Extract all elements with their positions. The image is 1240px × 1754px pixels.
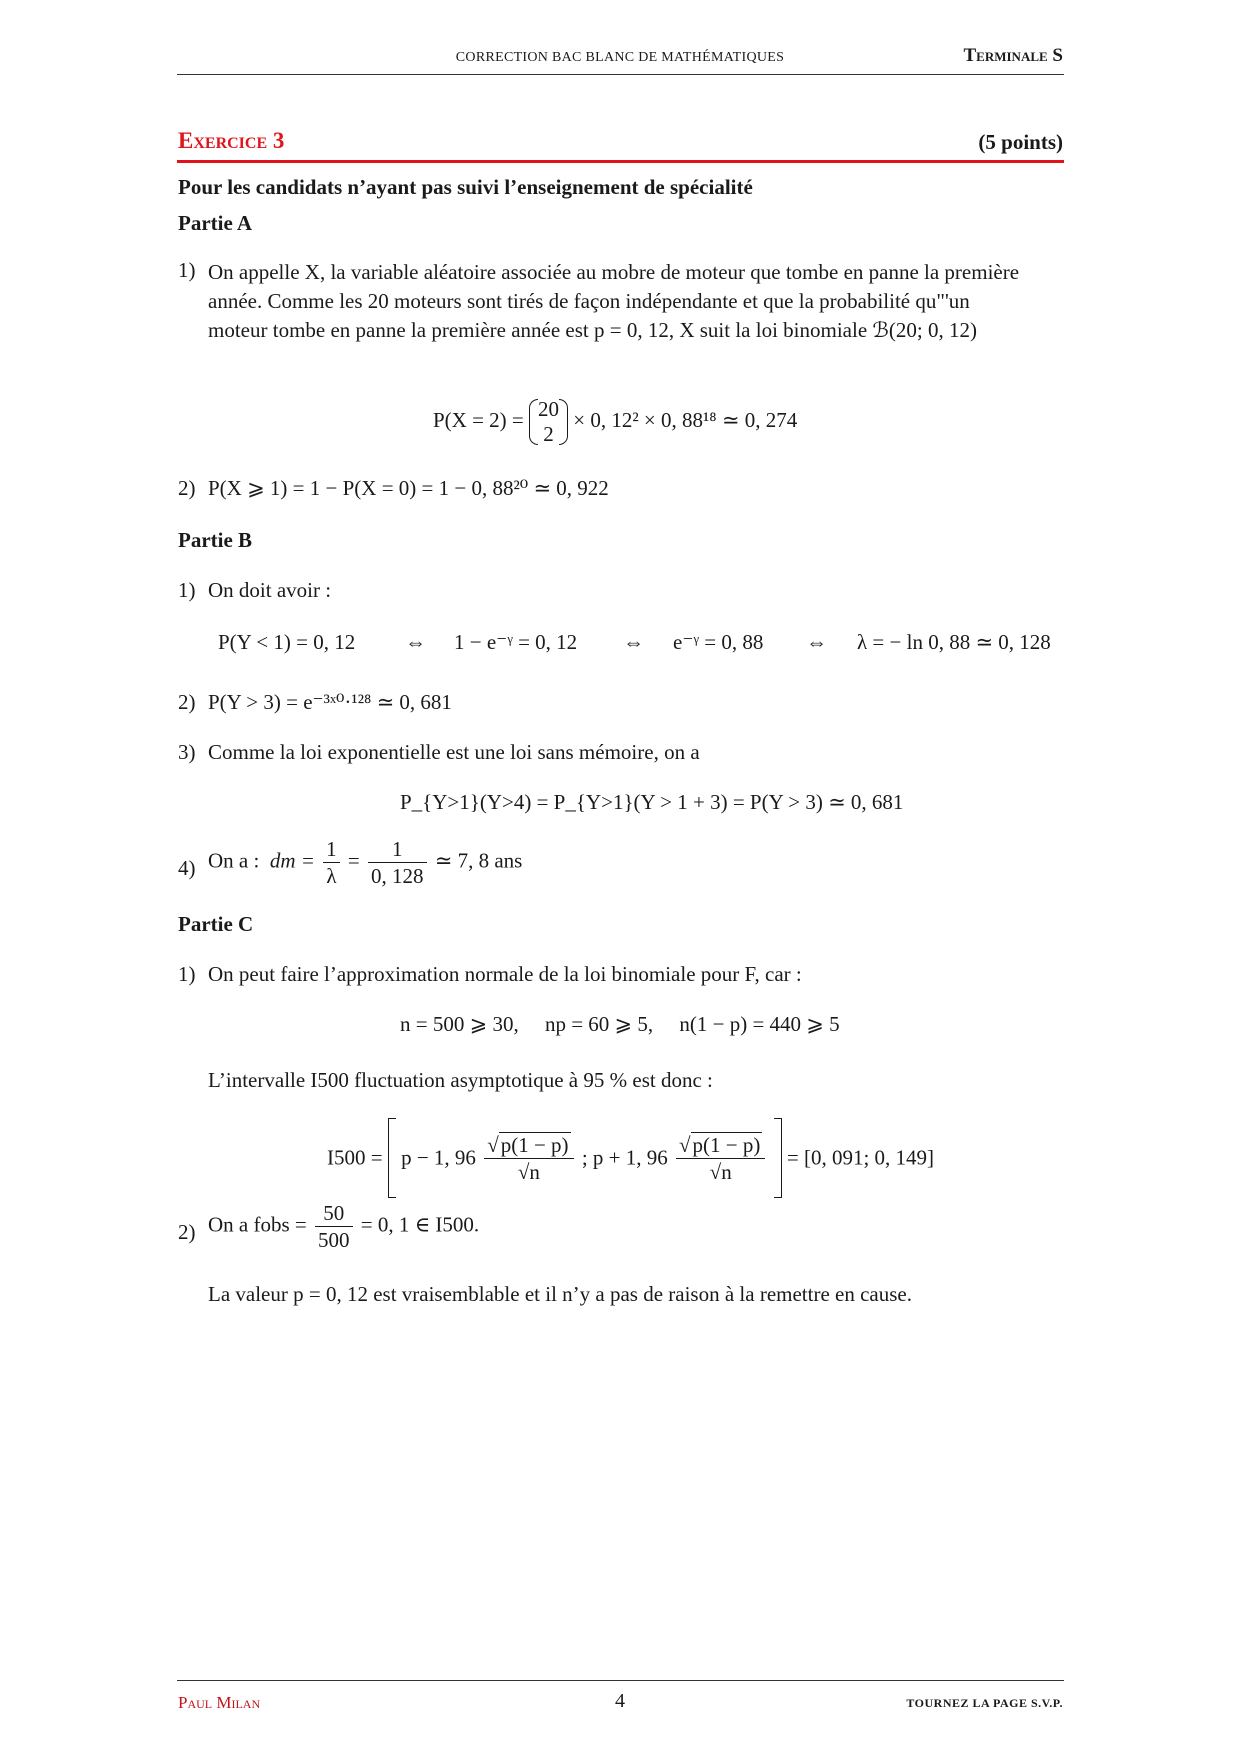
sqrt-numerator: √p(1 − p)	[676, 1132, 765, 1159]
fraction-denominator: 0, 128	[371, 864, 424, 888]
sqrt-numerator: √p(1 − p)	[484, 1132, 573, 1159]
fluctuation-interval-formula	[327, 1118, 934, 1198]
header-title: CORRECTION BAC BLANC DE MATHÉMATIQUES	[455, 50, 785, 65]
fraction-50-over-500	[315, 1200, 353, 1253]
fraction-one-over-lambda	[323, 836, 340, 889]
page-number: 4	[615, 1690, 625, 1712]
q2-prefix: On a fobs =	[208, 1212, 307, 1237]
part-b-q2-number: 2)	[178, 690, 196, 714]
part-a-q1-text	[208, 258, 1064, 345]
sqrt-fraction-1	[484, 1132, 573, 1185]
mean-lifetime-formula: On a : dm = $\frac{1}{\lambda}$ = $\frac{1}{0, 128}$ ≃ 7, 8 ans	[208, 837, 523, 888]
header-rule	[177, 74, 1064, 75]
binomial-formula-left: P(X = 2) =	[433, 407, 524, 432]
header-class: Terminale S	[963, 45, 1063, 66]
part-c-q1-text: On peut faire l’approximation normale de la loi binomiale pour F, car :	[208, 962, 802, 986]
part-a-q1-line-2: année. Comme les 20 moteurs sont tirés de façon indépendante et que la probabilité qu"'un	[208, 289, 970, 313]
part-a-title: Partie A	[178, 211, 253, 235]
q4-suffix: ≃ 7, 8 ans	[434, 848, 523, 873]
sqrt-radicand: p(1 − p)	[692, 1132, 761, 1157]
fraction-numerator: 1	[323, 836, 340, 863]
interval-term-1: p − 1, 96	[401, 1145, 476, 1170]
part-b-q3-text: Comme la loi exponentielle est une loi sans mémoire, on a	[208, 740, 700, 764]
interval-intro: L’intervalle I500 fluctuation asymptotique à 95 % est donc :	[208, 1068, 713, 1092]
fraction-denominator: 500	[318, 1228, 350, 1252]
binomial-coefficient	[529, 397, 568, 447]
fraction-denominator: λ	[326, 864, 337, 888]
binomial-formula-right: × 0, 12² × 0, 88¹⁸ ≃ 0, 274	[573, 407, 798, 432]
part-b-q3-number: 3)	[178, 740, 196, 764]
part-a-q1-line-1: On appelle X, la variable aléatoire associée au mobre de moteur que tombe en panne la première	[208, 260, 1020, 284]
footer-turn-page: TOURNEZ LA PAGE S.V.P.	[906, 1696, 1063, 1710]
sqrt-denominator: √n	[517, 1159, 540, 1184]
part-b-q1-text: On doit avoir :	[208, 578, 332, 602]
interval-term-2: ; p + 1, 96	[581, 1145, 668, 1170]
equiv-symbol-2: ⇔	[623, 630, 644, 654]
part-a-q2-text: P(X ⩾ 1) = 1 − P(X = 0) = 1 − 0, 88²⁰ ≃ 0, 922	[208, 476, 609, 500]
sqrt-denominator: √n	[709, 1159, 732, 1184]
equation-1: P(Y < 1) = 0, 12	[218, 630, 356, 654]
exercise-title: Exercice 3	[178, 128, 285, 153]
interval-result: = [0, 091; 0, 149]	[786, 1145, 935, 1170]
part-b-q4-number: 4)	[178, 856, 196, 880]
part-a-q1-line-3: moteur tombe en panne la première année est p = 0, 12, X suit la loi binomiale ℬ(20; 0, 12)	[208, 318, 977, 342]
footer-rule	[177, 1680, 1064, 1681]
part-c-q2-number: 2)	[178, 1220, 196, 1244]
fraction-numerator: 50	[315, 1200, 353, 1227]
part-b-title: Partie B	[178, 528, 253, 552]
part-a-q2-number: 2)	[178, 476, 196, 500]
right-bracket	[774, 1118, 782, 1198]
interval-label: I500 =	[327, 1145, 383, 1170]
q2-suffix: = 0, 1 ∈ I500.	[360, 1212, 480, 1237]
conclusion-text: La valeur p = 0, 12 est vraisemblable et il n’y a pas de raison à la remettre en cause.	[208, 1282, 912, 1306]
sqrt-radicand: p(1 − p)	[500, 1132, 569, 1157]
observed-frequency-formula	[208, 1200, 479, 1253]
equiv-symbol-3: ⇔	[806, 630, 827, 654]
fraction-numerator: 1	[368, 836, 427, 863]
part-c-title: Partie C	[178, 912, 254, 936]
exercise-rule	[177, 160, 1064, 163]
part-a-q1-number: 1)	[178, 258, 196, 282]
equation-2: 1 − e⁻ᵞ = 0, 12	[454, 630, 578, 654]
part-c-q1-number: 1)	[178, 962, 196, 986]
normal-approx-conditions: n = 500 ⩾ 30, np = 60 ⩾ 5, n(1 − p) = 440 ⩾ 5	[400, 1012, 840, 1036]
exercise-points: (5 points)	[978, 130, 1063, 154]
equiv-symbol-1: ⇔	[405, 630, 426, 654]
q4-prefix: On a :	[208, 848, 260, 873]
binomial-formula	[433, 397, 797, 447]
binomial-bottom: 2	[543, 422, 554, 446]
part-b-q1-number: 1)	[178, 578, 196, 602]
binomial-top: 20	[538, 397, 560, 421]
memoryless-formula: P_{Y>1}(Y>4) = P_{Y>1}(Y > 1 + 3) = P(Y > 3) ≃ 0, 681	[400, 790, 904, 814]
q4-dm: dm =	[269, 848, 315, 873]
left-bracket	[388, 1118, 396, 1198]
fraction-one-over-rate	[368, 836, 427, 889]
sqrt-fraction-2	[676, 1132, 765, 1185]
audience-note: Pour les candidats n’ayant pas suivi l’enseignement de spécialité	[178, 175, 753, 199]
footer-author: Paul Milan	[178, 1693, 261, 1712]
equation-3: e⁻ᵞ = 0, 88	[673, 630, 764, 654]
equation-4: λ = − ln 0, 88 ≃ 0, 128	[857, 630, 1051, 654]
part-b-q2-text: P(Y > 3) = e⁻³ˣ⁰·¹²⁸ ≃ 0, 681	[208, 690, 452, 714]
